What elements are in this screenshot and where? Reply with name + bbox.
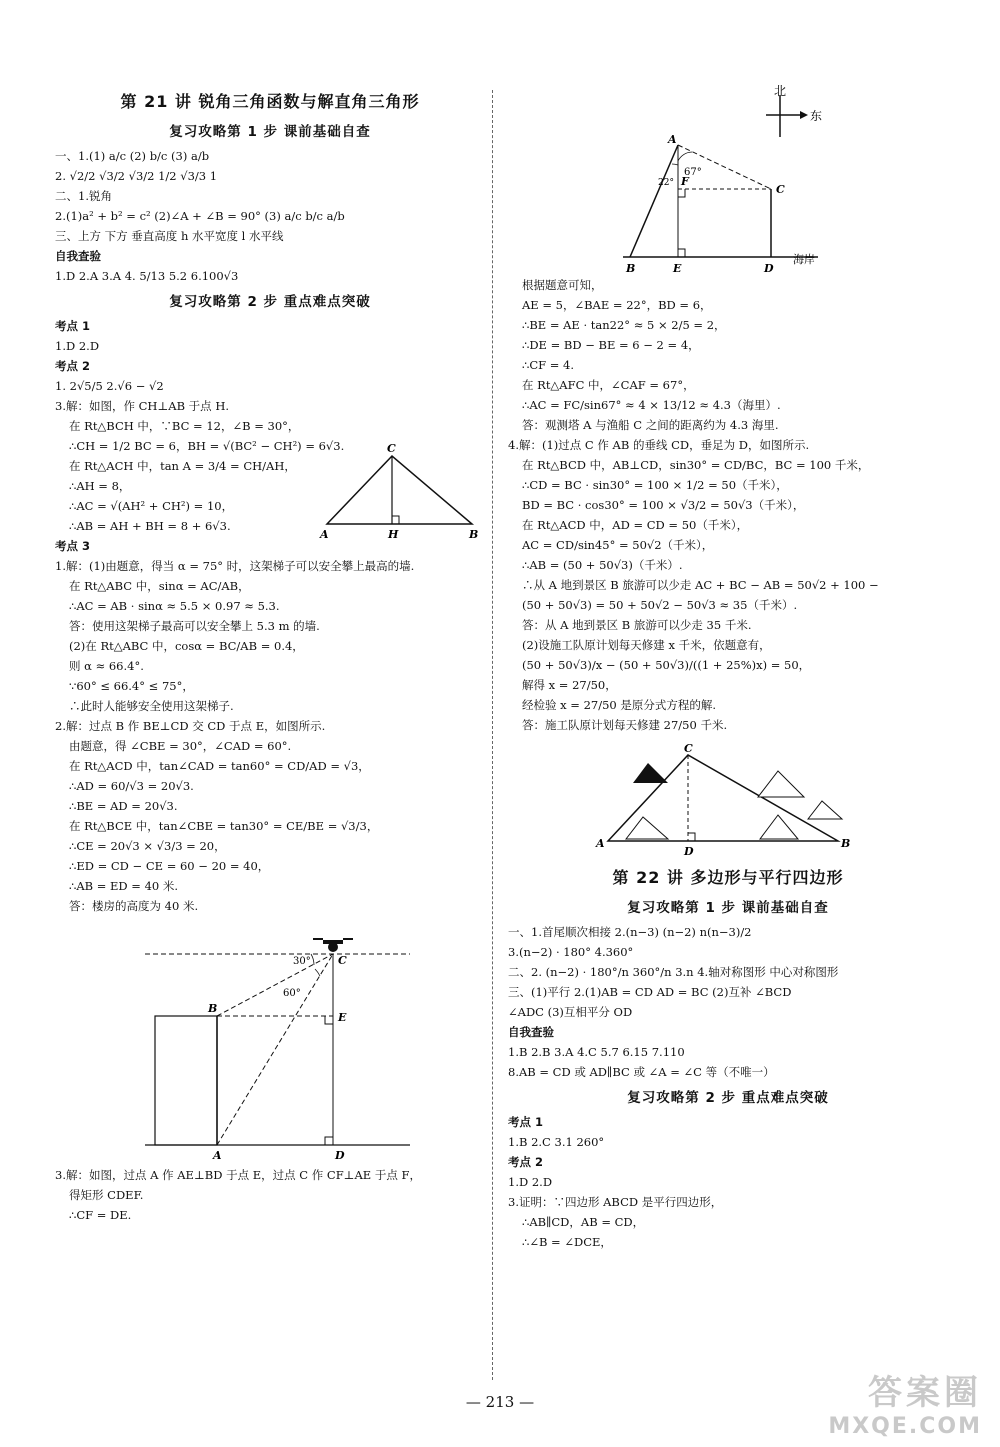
- step1-answers: [55, 146, 485, 246]
- solution-line: 在 Rt△ACH 中，tan A = 3/4 = CH/AH，: [69, 459, 296, 473]
- solution-line: ∴AH = 8，: [69, 479, 131, 493]
- answer-line: 三、上方 下方 垂直高度 h 水平宽度 l 水平线: [55, 229, 284, 243]
- solution-line: ∴从 A 地到景区 B 旅游可以少走 AC + BC − AB = 50√2 + 100 −: [522, 578, 879, 592]
- self-check-label: 自我查验: [508, 1025, 554, 1039]
- compass-icon: [766, 85, 822, 137]
- watermark-logo: 答案圈: [868, 1373, 982, 1413]
- solution-line: BD = BC · cos30° = 100 × √3/2 = 50√3（千米），: [522, 498, 805, 512]
- kaodian-2-q3: [55, 396, 485, 541]
- kaodian-1-answer: 1.D 2.D: [55, 339, 100, 353]
- kaodian-2-label: 考点 2: [55, 359, 91, 373]
- step2-title: 复习攻略第 2 步 重点难点突破: [169, 294, 371, 310]
- answer-line: 3.(n−2) · 180° 4.360°: [508, 945, 634, 959]
- right-column: [508, 85, 948, 1252]
- solution-line: ∴DE = BD − BE = 6 − 2 = 4，: [522, 338, 700, 352]
- label-c: C: [387, 442, 396, 455]
- left-column: [55, 85, 485, 1225]
- solution-line: 得矩形 CDEF.: [69, 1188, 144, 1202]
- solution-line: ∴AC = AB · sinα ≈ 5.5 × 0.97 ≈ 5.3.: [69, 599, 280, 613]
- mountain-icon: [808, 801, 842, 819]
- solution-line: 在 Rt△BCD 中，AB⊥CD，sin30° = CD/BC，BC = 100 千米，: [522, 458, 870, 472]
- watermark: [828, 1365, 982, 1439]
- answer-line: 二、1.锐角: [55, 189, 112, 203]
- step1-title: 复习攻略第 1 步 课前基础自查: [627, 900, 829, 916]
- solution-line: 在 Rt△BCH 中，∵BC = 12，∠B = 30°，: [69, 419, 300, 433]
- solution-line: ∴AC = √(AH² + CH²) = 10，: [69, 499, 234, 513]
- answer-line: 2. √2/2 √3/2 √3/2 1/2 √3/3 1: [55, 169, 218, 183]
- angle-67: 67°: [684, 167, 702, 178]
- solution-line: ∴AB = (50 + 50√3)（千米）.: [522, 558, 683, 572]
- kaodian-1-label: 考点 1: [508, 1115, 544, 1129]
- mountain-icon: [633, 763, 668, 783]
- label-a: A: [320, 528, 329, 541]
- solution-line: 1.D 2.D: [508, 1175, 553, 1189]
- solution-line: 根据题意可知，: [522, 278, 603, 292]
- label-f: F: [681, 175, 689, 188]
- kaodian-3-solutions: [55, 556, 485, 916]
- watermark-url: MXQE.COM: [828, 1414, 982, 1439]
- label-c: C: [338, 954, 347, 967]
- solution-line: ∴CF = DE.: [69, 1208, 132, 1222]
- solution-line: 则 α ≈ 66.4°.: [69, 659, 144, 673]
- mountain-icon: [626, 817, 668, 839]
- label-h: H: [388, 528, 399, 541]
- angle-60: 60°: [283, 988, 301, 999]
- solution-line: ∴此时人能够安全使用这架梯子.: [69, 699, 234, 713]
- solution-line: (50 + 50√3)/x − (50 + 50√3)/((1 + 25%)x) = 50，: [522, 658, 811, 672]
- answer-line: 一、1.首尾顺次相接 2.(n−3) (n−2) n(n−3)/2: [508, 925, 752, 939]
- solution-line: 答：从 A 地到景区 B 旅游可以少走 35 千米.: [522, 618, 752, 632]
- north-label: 北: [774, 85, 787, 98]
- q3-solution: [508, 275, 948, 435]
- solution-line: ∴∠B = ∠DCE，: [522, 1235, 612, 1249]
- angle-30: 30°: [293, 956, 311, 967]
- lecture-21-title: 第 21 讲 锐角三角函数与解直角三角形: [120, 92, 420, 111]
- solution-line: 解得 x = 27/50，: [522, 678, 617, 692]
- label-b: B: [841, 837, 851, 850]
- building-figure: [55, 920, 485, 1165]
- label-d: D: [335, 1149, 345, 1162]
- solution-line: AE = 5，∠BAE = 22°，BD = 6，: [522, 298, 712, 312]
- step1-answers: [508, 922, 948, 1022]
- solution-line: (2)设施工队原计划每天修建 x 千米，依题意有，: [522, 638, 771, 652]
- solution-line: 在 Rt△ACD 中，AD = CD = 50（千米），: [522, 518, 749, 532]
- label-a: A: [213, 1149, 222, 1162]
- solution-line: 4.解：(1)过点 C 作 AB 的垂线 CD，垂足为 D，如图所示.: [508, 438, 810, 452]
- drone-icon: [313, 938, 353, 952]
- solution-line: 在 Rt△BCE 中，tan∠CBE = tan30° = CE/BE = √3/3，: [69, 819, 379, 833]
- kaodian-2-label: 考点 2: [508, 1155, 544, 1169]
- solution-line: 由题意，得 ∠CBE = 30°，∠CAD = 60°.: [69, 739, 292, 753]
- label-a: A: [596, 837, 605, 850]
- solution-line: 1.解：(1)由题意，得当 α = 75° 时，这架梯子可以安全攀上最高的墙.: [55, 559, 415, 573]
- solution-line: ∴BE = AE · tan22° ≈ 5 × 2/5 = 2，: [522, 318, 726, 332]
- label-b: B: [626, 262, 636, 275]
- coast-label: 海岸: [793, 253, 815, 266]
- self-check-answer: 8.AB = CD 或 AD∥BC 或 ∠A = ∠C 等（不唯一）: [508, 1065, 775, 1079]
- solution-line: ∴AB = ED = 40 米.: [69, 879, 179, 893]
- kaodian-2-answer: 1. 2√5/5 2.√6 − √2: [55, 379, 164, 393]
- solution-line: ∴CH = 1/2 BC = 6，BH = √(BC² − CH²) = 6√3.: [69, 439, 345, 453]
- mountain-icon: [758, 771, 804, 797]
- column-divider: [492, 90, 493, 1380]
- solution-line: 在 Rt△ABC 中，sinα = AC/AB，: [69, 579, 250, 593]
- self-check-answer: 1.B 2.B 3.A 4.C 5.7 6.15 7.110: [508, 1045, 685, 1059]
- page-number: — 213 —: [465, 1393, 535, 1411]
- east-label: 东: [810, 109, 823, 123]
- self-check-label: 自我查验: [55, 249, 101, 263]
- kaodian-1-label: 考点 1: [55, 319, 91, 333]
- solution-line: 在 Rt△AFC 中，∠CAF = 67°，: [522, 378, 695, 392]
- label-b: B: [469, 528, 479, 541]
- label-b: B: [208, 1002, 218, 1015]
- answer-line: 三、(1)平行 2.(1)AB = CD AD = BC (2)互补 ∠BCD: [508, 985, 792, 999]
- solution-line: (2)在 Rt△ABC 中，cosα = BC/AB = 0.4，: [69, 639, 304, 653]
- label-d: D: [684, 845, 694, 858]
- solution-line: ∴BE = AD = 20√3.: [69, 799, 178, 813]
- solution-line: 答：施工队原计划每天修建 27/50 千米.: [522, 718, 728, 732]
- label-c: C: [684, 742, 693, 755]
- solution-line: ∴AB = AH + BH = 8 + 6√3.: [69, 519, 231, 533]
- solution-line: 3.解：如图，过点 A 作 AE⊥BD 于点 E，过点 C 作 CF⊥AE 于点 F，: [55, 1168, 421, 1182]
- mountain-route-figure: [508, 741, 948, 861]
- solution-line: 答：楼房的高度为 40 米.: [69, 899, 199, 913]
- sea-rescue-figure: [508, 85, 948, 275]
- solution-line: ∴AC = FC/sin67° ≈ 4 × 13/12 ≈ 4.3（海里）.: [522, 398, 781, 412]
- solution-line: ∴CD = BC · sin30° = 100 × 1/2 = 50（千米），: [522, 478, 788, 492]
- solution-line: AC = CD/sin45° = 50√2（千米），: [522, 538, 714, 552]
- label-c: C: [776, 183, 785, 196]
- solution-line: 答：观测塔 A 与渔船 C 之间的距离约为 4.3 海里.: [522, 418, 779, 432]
- solution-line: 2.解：过点 B 作 BE⊥CD 交 CD 于点 E，如图所示.: [55, 719, 326, 733]
- label-d: D: [764, 262, 774, 275]
- answer-line: 2.(1)a² + b² = c² (2)∠A + ∠B = 90° (3) a/c b/c a/b: [55, 209, 345, 223]
- self-check-answer: 1.D 2.A 3.A 4. 5/13 5.2 6.100√3: [55, 269, 239, 283]
- solution-line: 3.解：如图，作 CH⊥AB 于点 H.: [55, 399, 230, 413]
- solution-line: ∴CE = 20√3 × √3/3 = 20，: [69, 839, 226, 853]
- solution-line: ∴ED = CD − CE = 60 − 20 = 40，: [69, 859, 270, 873]
- solution-line: ∴AD = 60/√3 = 20√3.: [69, 779, 194, 793]
- kaodian-3-q3: [55, 1165, 485, 1225]
- step2-title: 复习攻略第 2 步 重点难点突破: [627, 1090, 829, 1106]
- triangle-ach-figure: [317, 442, 487, 542]
- step1-title: 复习攻略第 1 步 课前基础自查: [169, 124, 371, 140]
- answer-line: 二、2. (n−2) · 180°/n 360°/n 3.n 4.轴对称图形 中心对称图形: [508, 965, 839, 979]
- kaodian-3-label: 考点 3: [55, 539, 91, 553]
- solution-line: ∴AB∥CD，AB = CD，: [522, 1215, 645, 1229]
- q4-solution: [508, 435, 948, 735]
- solution-line: (50 + 50√3) = 50 + 50√2 − 50√3 ≈ 35（千米）.: [522, 598, 798, 612]
- solution-line: ∵60° ≤ 66.4° ≤ 75°，: [69, 679, 194, 693]
- solution-line: 在 Rt△ACD 中，tan∠CAD = tan60° = CD/AD = √3，: [69, 759, 370, 773]
- answer-line: ∠ADC (3)互相平分 OD: [508, 1005, 633, 1019]
- mountain-icon: [760, 815, 798, 839]
- label-e: E: [338, 1011, 347, 1024]
- angle-22: 22°: [658, 178, 674, 188]
- solution-line: 3.证明：∵四边形 ABCD 是平行四边形，: [508, 1195, 723, 1209]
- solution-line: ∴CF = 4.: [522, 358, 575, 372]
- label-e: E: [673, 262, 682, 275]
- kaodian-1-answer: 1.B 2.C 3.1 260°: [508, 1135, 605, 1149]
- answer-line: 一、1.(1) a/c (2) b/c (3) a/b: [55, 149, 210, 163]
- solution-line: 经检验 x = 27/50 是原分式方程的解.: [522, 698, 717, 712]
- label-a: A: [668, 133, 677, 146]
- lecture-22-title: 第 22 讲 多边形与平行四边形: [612, 868, 844, 887]
- solution-line: 答：使用这架梯子最高可以安全攀上 5.3 m 的墙.: [69, 619, 320, 633]
